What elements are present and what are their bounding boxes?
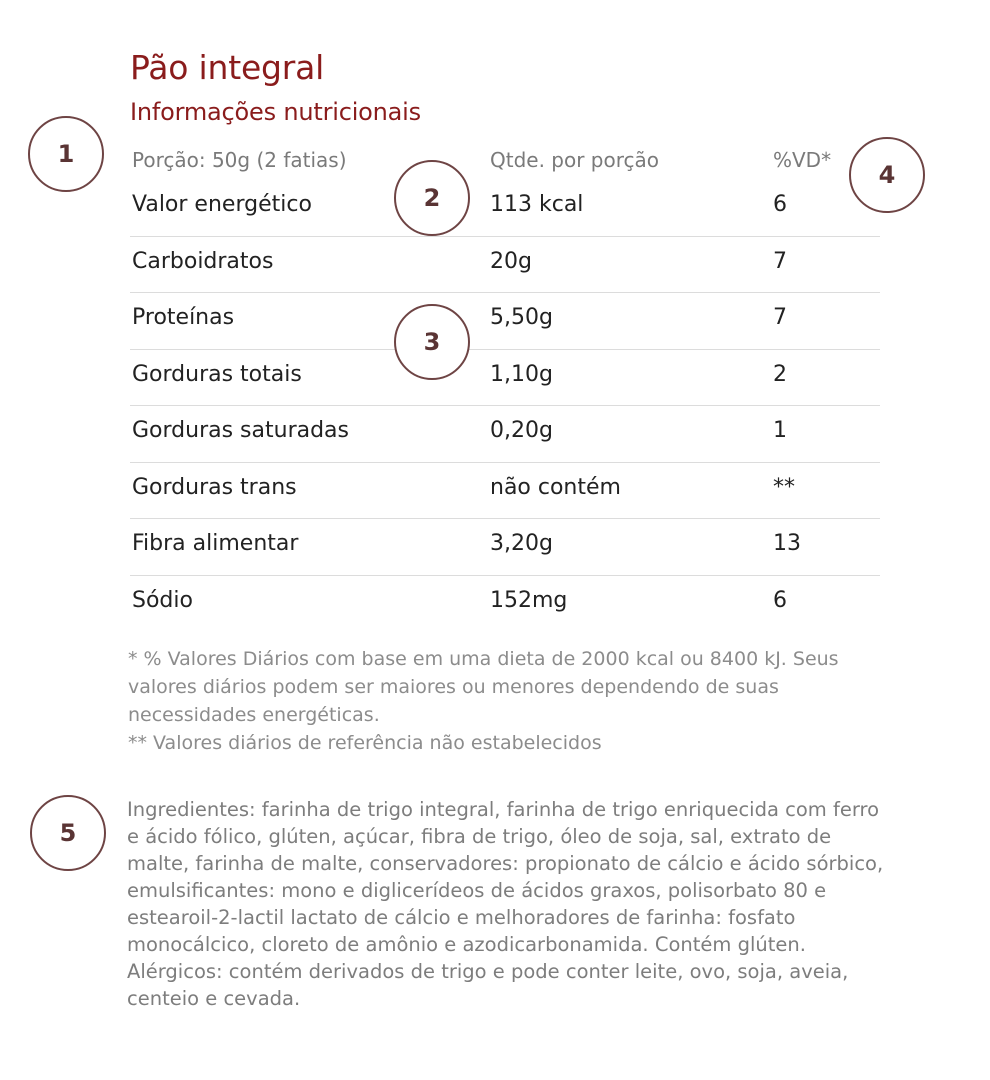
table-row bbox=[130, 350, 880, 407]
table-row bbox=[130, 293, 880, 350]
table-row bbox=[130, 576, 880, 632]
nutrient-qty: 3,20g bbox=[490, 531, 553, 556]
nutrient-qty: 20g bbox=[490, 248, 532, 274]
nutrition-table bbox=[130, 140, 880, 631]
reference-values-note: ** Valores diários de referência não estabelecidos bbox=[128, 732, 602, 754]
nutrient-name: Sódio bbox=[132, 587, 193, 613]
callout-marker-5: 5 bbox=[30, 795, 106, 871]
nutrient-name: Gorduras saturadas bbox=[132, 418, 350, 443]
footnotes bbox=[128, 645, 908, 757]
nutrient-name: Gorduras totais bbox=[132, 361, 302, 387]
nutrient-qty: não contém bbox=[490, 474, 621, 500]
callout-marker-4: 4 bbox=[849, 137, 925, 213]
table-row bbox=[130, 406, 880, 463]
ingredients-text: Ingredientes: farinha de trigo integral, farinha de trigo enriquecida com ferro e ácido fólico, glúten, açúcar, fibra de trigo, óleo de soja, sal, extrato de malte, farinha de malte, conservadores: propionato de cálcio e ácido sórbico, emulsificantes: mono e diglicerídeos de ácidos graxos, polisorbato 80 e estearoil-2-lactil lactato de cálcio e melhoradores de farinha: fosfato monocálcico, cloreto de amônio e azodicarbonamida. Contém glúten. Alérgicos: contém derivados de trigo e pode conter leite, ovo, soja, aveia, centeio e cevada. bbox=[127, 798, 884, 1010]
nutrient-name: Proteínas bbox=[132, 305, 235, 330]
qty-header: Qtde. por porção bbox=[490, 148, 660, 172]
nutrient-name: Valor energético bbox=[132, 192, 312, 217]
nutrient-dv: 6 bbox=[773, 192, 787, 217]
nutrient-name: Carboidratos bbox=[132, 248, 274, 274]
nutrient-qty: 113 kcal bbox=[490, 192, 584, 217]
nutrient-qty: 0,20g bbox=[490, 418, 553, 443]
callout-marker-2: 2 bbox=[394, 160, 470, 236]
callout-marker-1: 1 bbox=[28, 116, 104, 192]
product-title: Pão integral bbox=[130, 48, 325, 87]
nutrient-name: Fibra alimentar bbox=[132, 531, 299, 556]
table-row bbox=[130, 463, 880, 520]
nutrient-qty: 1,10g bbox=[490, 361, 553, 387]
nutrient-dv: 7 bbox=[773, 248, 787, 274]
section-subtitle: Informações nutricionais bbox=[130, 98, 421, 126]
callout-marker-3: 3 bbox=[394, 304, 470, 380]
nutrient-dv: ** bbox=[773, 474, 795, 500]
nutrient-dv: 13 bbox=[773, 531, 801, 556]
nutrient-qty: 152mg bbox=[490, 587, 568, 613]
nutrient-dv: 7 bbox=[773, 305, 787, 330]
portion-header: Porção: 50g (2 fatias) bbox=[132, 148, 347, 172]
nutrient-name: Gorduras trans bbox=[132, 474, 297, 500]
table-row bbox=[130, 237, 880, 294]
nutrient-dv: 6 bbox=[773, 587, 787, 613]
table-row bbox=[130, 180, 880, 237]
nutrient-dv: 2 bbox=[773, 361, 787, 387]
table-row bbox=[130, 519, 880, 576]
nutrient-dv: 1 bbox=[773, 418, 787, 443]
daily-values-note: * % Valores Diários com base em uma dieta de 2000 kcal ou 8400 kJ. Seus valores diários podem ser maiores ou menores dependendo de suas necessidades energéticas. bbox=[128, 648, 839, 726]
dv-header: %VD* bbox=[773, 148, 832, 172]
table-header bbox=[130, 140, 880, 180]
nutrient-qty: 5,50g bbox=[490, 305, 553, 330]
